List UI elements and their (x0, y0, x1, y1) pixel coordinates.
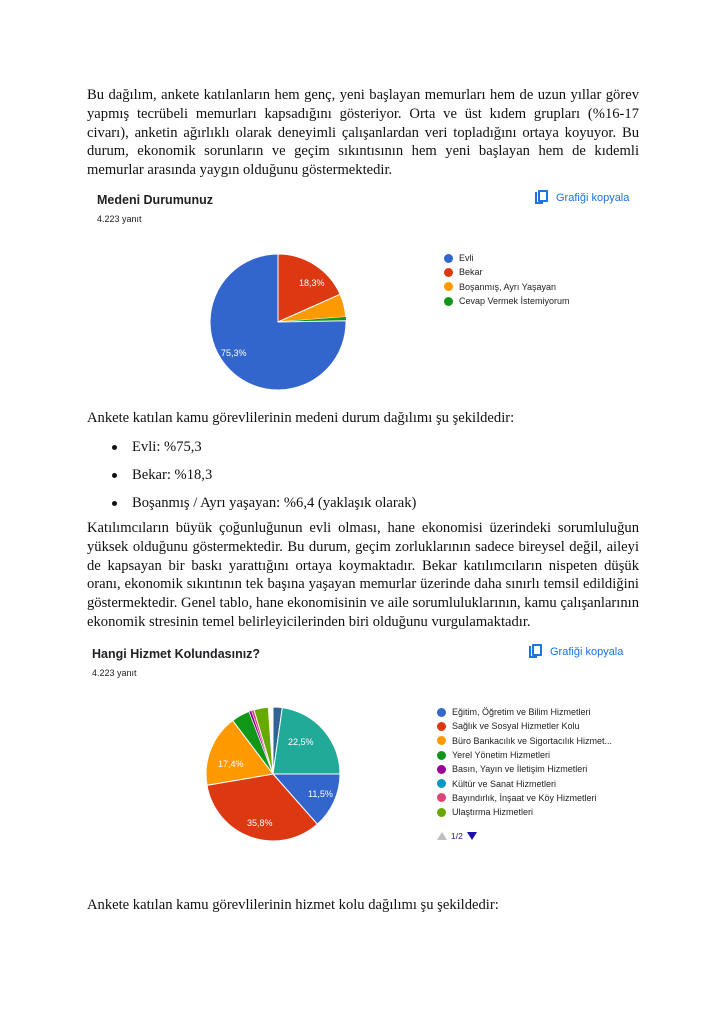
copy-icon (535, 190, 549, 205)
legend-page-indicator: 1/2 (451, 831, 463, 841)
copy-chart-label: Grafiği kopyala (556, 191, 630, 204)
chart-card-marital-status (87, 193, 647, 393)
legend-dot-icon (444, 268, 453, 277)
copy-icon (529, 644, 543, 659)
chart-title: Hangi Hizmet Kolundasınız? (92, 647, 261, 661)
bullet-item-bosanmis: Boşanmış / Ayrı yaşayan: %6,4 (yaklaşık olarak) (87, 494, 639, 522)
legend-pager (437, 831, 477, 841)
pie-chart-marital (209, 253, 347, 391)
legend-dot-icon (437, 736, 446, 745)
response-count: 4.223 yanıt (92, 668, 137, 678)
bullet-icon (112, 445, 117, 450)
legend-item-kultur-sanat[interactable]: Kültür ve Sanat Hizmetleri (437, 776, 612, 790)
copy-chart-label: Grafiği kopyala (550, 645, 624, 658)
legend-item-egitim[interactable]: Eğitim, Öğretim ve Bilim Hizmetleri (437, 705, 612, 719)
legend-dot-icon (437, 793, 446, 802)
legend-dot-icon (437, 765, 446, 774)
paragraph-marital-intro: Ankete katılan kamu görevlilerinin medeni durum dağılımı şu şekildedir: (87, 410, 515, 426)
legend-item-bayindirlik[interactable]: Bayındırlık, İnşaat ve Köy Hizmetleri (437, 791, 612, 805)
bullet-icon (112, 473, 117, 478)
legend-item-bekar[interactable]: Bekar (444, 265, 570, 279)
legend-item-bosanmis[interactable]: Boşanmış, Ayrı Yaşayan (444, 280, 570, 294)
legend-dot-icon (437, 751, 446, 760)
response-count: 4.223 yanıt (97, 214, 142, 224)
legend-item-buro-bankacilik[interactable]: Büro Bankacılık ve Sigortacılık Hizmet... (437, 734, 612, 748)
paragraph-seniority-summary: Bu dağılım, ankete katılanların hem genç, yeni başlayan memurları hem de uzun yıllar görev yapmış tecrübeli memurları kapsadığını gösteriyor. Orta ve üst kıdem grupları (%16-17 civarı), anketin ağırlıklı olarak deneyimli çalışanlardan veri topladığını ortaya koyuyor. Bu durum, ekonomik sorunların ve geçim sıkıntısının hem yeni başlayan hem de kıdemli memurlar arasında yaygın olduğunu göstermektedir. (87, 87, 639, 179)
triangle-up-icon[interactable] (437, 832, 447, 840)
bullet-icon (112, 501, 117, 506)
legend-item-ulastirma[interactable]: Ulaştırma Hizmetleri (437, 805, 612, 819)
legend-item-cevap-vermek-istemiyorum[interactable]: Cevap Vermek İstemiyorum (444, 294, 570, 308)
legend-item-evli[interactable]: Evli (444, 251, 570, 265)
slice-label-saglik: 35,8% (247, 818, 273, 828)
copy-chart-button[interactable] (529, 644, 623, 659)
chart-legend-marital (444, 251, 570, 308)
paragraph-marital-analysis: Katılımcıların büyük çoğunluğunun evli olması, hane ekonomisi üzerindeki sorumluluğun yüksek olduğunu göstermektedir. Bu durum, geçim zorluklarının sadece bireysel değil, aileyi de kapsayan bir baskı yarattığını ortaya koymaktadır. Bekar katılımcıların nispeten düşük oranı, ekonomik sıkıntının tek başına yaşayan memurlar üzerinde daha sınırlı temsil edildiğini göstermektedir. Genel tablo, hane ekonomisinin ve aile sorumluluklarının, kamu çalışanlarının ekonomik stresinin temel belirleyicilerinden biri olduğunu vurgulamaktadır. (87, 520, 639, 630)
slice-label-bekar: 18,3% (299, 278, 325, 288)
legend-item-saglik[interactable]: Sağlık ve Sosyal Hizmetler Kolu (437, 719, 612, 733)
chart-title: Medeni Durumunuz (97, 193, 213, 207)
pie-chart-service-branch (204, 705, 342, 843)
paragraph-service-intro: Ankete katılan kamu görevlilerinin hizmet kolu dağılımı şu şekildedir: (87, 897, 499, 913)
slice-label-evli: 75,3% (221, 348, 247, 358)
legend-item-basin-yayin[interactable]: Basın, Yayın ve İletişim Hizmetleri (437, 762, 612, 776)
legend-dot-icon (437, 808, 446, 817)
triangle-down-icon[interactable] (467, 832, 477, 840)
legend-dot-icon (444, 297, 453, 306)
chart-legend-service-branch (437, 705, 612, 819)
slice-label-kultur: 22,5% (288, 737, 314, 747)
legend-dot-icon (437, 779, 446, 788)
copy-chart-button[interactable] (535, 190, 629, 205)
slice-label-egitim: 11,5% (308, 789, 333, 799)
legend-dot-icon (444, 282, 453, 291)
legend-dot-icon (437, 722, 446, 731)
legend-dot-icon (444, 254, 453, 263)
legend-dot-icon (437, 708, 446, 717)
chart-card-service-branch (87, 647, 647, 847)
slice-label-buro: 17,4% (218, 759, 244, 769)
bullet-item-bekar: Bekar: %18,3 (87, 466, 639, 494)
legend-item-yerel-yonetim[interactable]: Yerel Yönetim Hizmetleri (437, 748, 612, 762)
marital-bullet-list (87, 438, 639, 522)
bullet-item-evli: Evli: %75,3 (87, 438, 639, 466)
